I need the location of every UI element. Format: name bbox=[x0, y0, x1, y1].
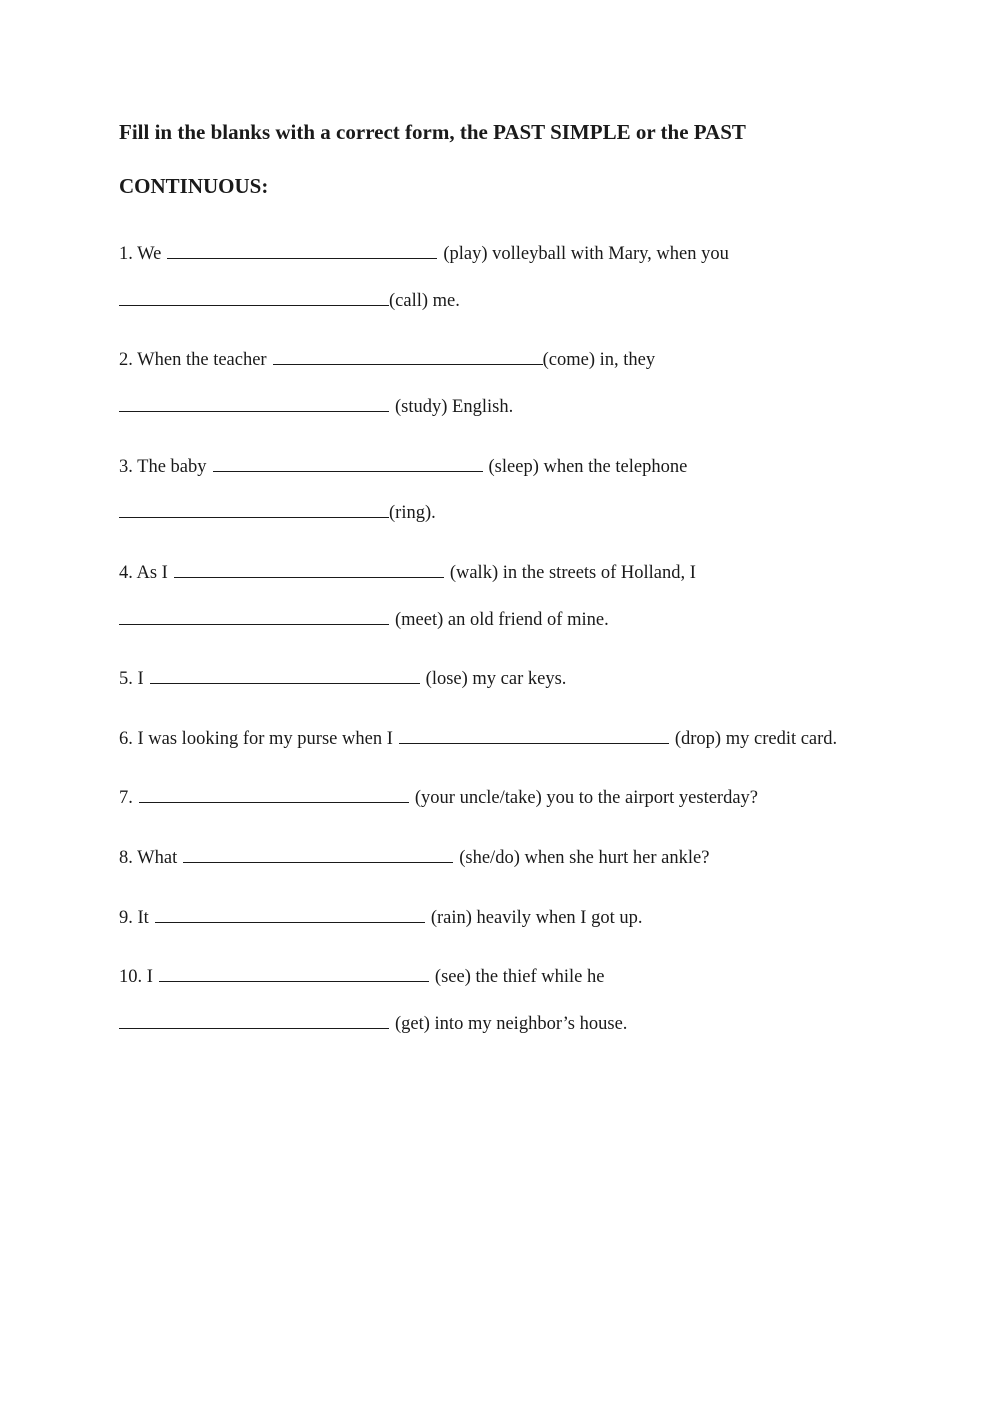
question-7-text: (your uncle/take) you to the airport yesterday? bbox=[414, 788, 759, 808]
question-10-blank-1[interactable] bbox=[159, 963, 429, 982]
question-7-blank[interactable] bbox=[139, 784, 409, 803]
question-4-text: (walk) in the streets of Holland, I bbox=[449, 563, 696, 583]
question-2-line-2 bbox=[119, 393, 513, 419]
question-3-line-2 bbox=[119, 499, 436, 525]
question-5-line bbox=[119, 665, 566, 691]
question-9-blank[interactable] bbox=[155, 904, 425, 923]
question-4-blank-2[interactable] bbox=[119, 606, 389, 625]
question-3-prefix: 3. The baby bbox=[119, 457, 207, 477]
question-10-line-2 bbox=[119, 1010, 627, 1036]
question-3-blank-1[interactable] bbox=[213, 453, 483, 472]
question-5-prefix: 5. I bbox=[119, 669, 144, 689]
question-1-text: (play) volleyball with Mary, when you bbox=[443, 244, 729, 264]
question-9-text: (rain) heavily when I got up. bbox=[430, 908, 643, 928]
question-4-line-2 bbox=[119, 606, 609, 632]
question-3-text: (sleep) when the telephone bbox=[488, 457, 688, 477]
question-8-line bbox=[119, 844, 709, 870]
question-1-suffix: (call) me. bbox=[389, 291, 460, 311]
instructions-title-line-1: Fill in the blanks with a correct form, the PAST SIMPLE or the PAST bbox=[119, 120, 746, 144]
question-7-line bbox=[119, 784, 758, 810]
question-10-suffix: (get) into my neighbor’s house. bbox=[395, 1014, 628, 1034]
question-10-text: (see) the thief while he bbox=[434, 967, 605, 987]
question-6-line bbox=[119, 725, 837, 751]
question-3-blank-2[interactable] bbox=[119, 499, 389, 518]
question-1-blank-2[interactable] bbox=[119, 287, 389, 306]
question-3-line-1 bbox=[119, 453, 687, 479]
question-8-prefix: 8. What bbox=[119, 848, 178, 868]
question-5-text: (lose) my car keys. bbox=[425, 669, 567, 689]
question-6-blank[interactable] bbox=[399, 725, 669, 744]
question-10-blank-2[interactable] bbox=[119, 1010, 389, 1029]
question-4-suffix: (meet) an old friend of mine. bbox=[395, 610, 609, 630]
question-2-blank-2[interactable] bbox=[119, 393, 389, 412]
question-2-line-1 bbox=[119, 346, 655, 372]
question-1-blank-1[interactable] bbox=[167, 240, 437, 259]
question-9-prefix: 9. It bbox=[119, 908, 149, 928]
question-9-line bbox=[119, 904, 642, 930]
question-7-prefix: 7. bbox=[119, 788, 133, 808]
question-2-suffix: (study) English. bbox=[395, 397, 514, 417]
question-2-prefix: 2. When the teacher bbox=[119, 350, 267, 370]
question-1-prefix: 1. We bbox=[119, 244, 162, 264]
question-4-line-1 bbox=[119, 559, 696, 585]
question-4-blank-1[interactable] bbox=[174, 559, 444, 578]
question-4-prefix: 4. As I bbox=[119, 563, 168, 583]
question-6-text: (drop) my credit card. bbox=[674, 729, 838, 749]
instructions-title-line-2: CONTINUOUS: bbox=[119, 174, 269, 198]
question-10-line-1 bbox=[119, 963, 604, 989]
question-8-blank[interactable] bbox=[183, 844, 453, 863]
question-3-suffix: (ring). bbox=[389, 503, 436, 523]
question-2-blank-1[interactable] bbox=[273, 346, 543, 365]
question-10-prefix: 10. I bbox=[119, 967, 153, 987]
question-6-prefix: 6. I was looking for my purse when I bbox=[119, 729, 393, 749]
question-8-text: (she/do) when she hurt her ankle? bbox=[459, 848, 710, 868]
question-2-text: (come) in, they bbox=[542, 350, 656, 370]
question-1-line-1 bbox=[119, 240, 729, 266]
question-1-line-2 bbox=[119, 287, 460, 313]
question-5-blank[interactable] bbox=[150, 665, 420, 684]
